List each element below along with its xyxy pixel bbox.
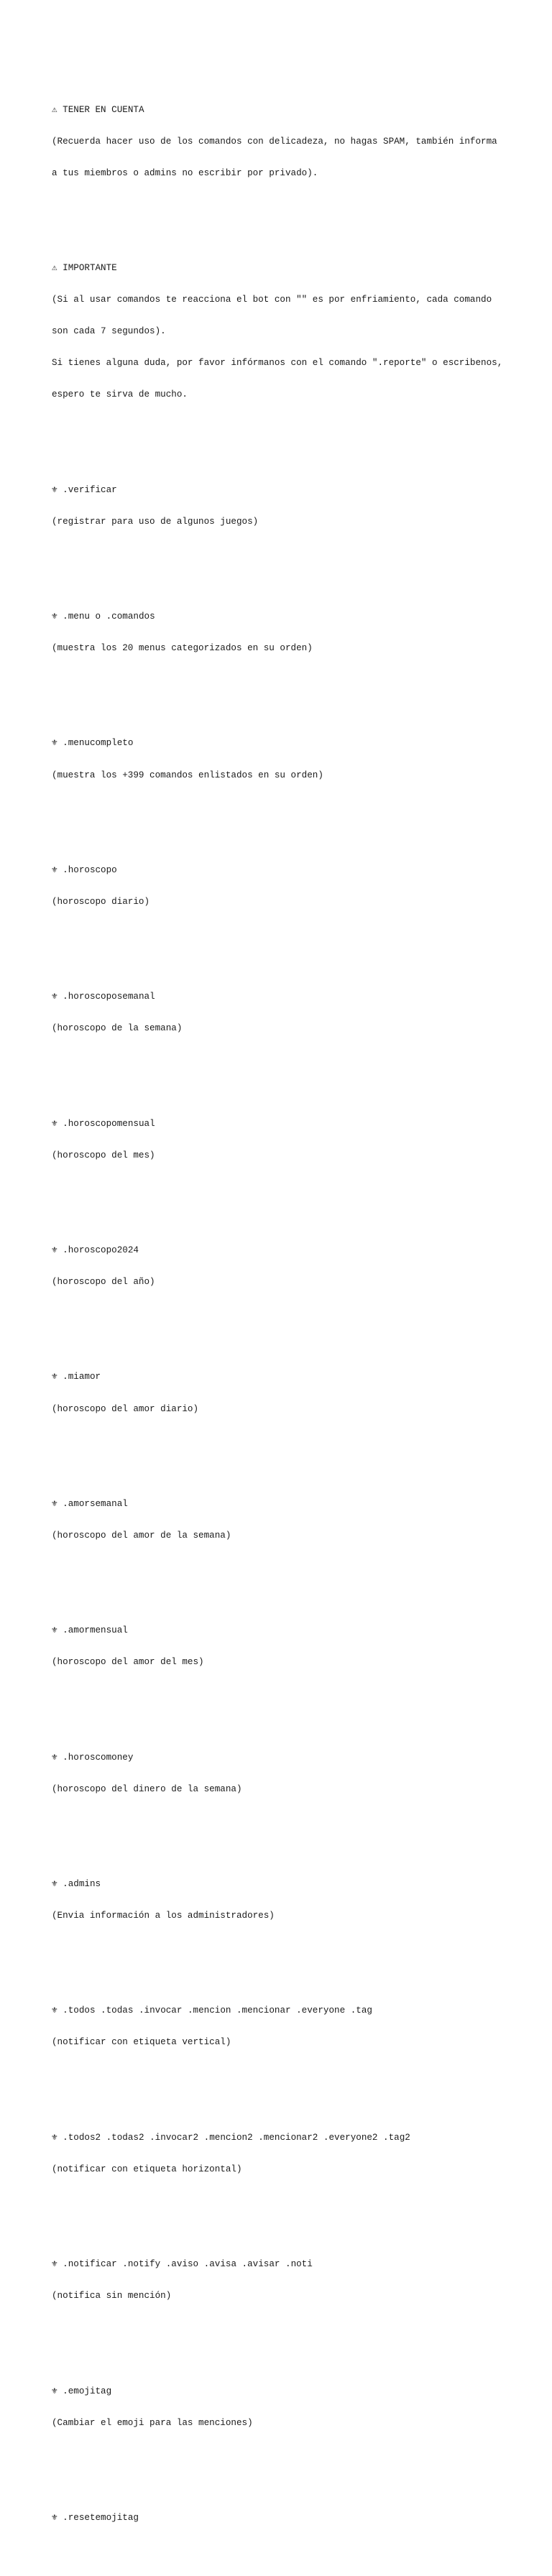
command-item (52, 2238, 526, 2323)
notice-title-line (52, 105, 526, 116)
command-description: (Cambiar el emoji para las menciones) (52, 2417, 253, 2428)
notice-title-line (52, 263, 526, 274)
command-description: (horoscopo del dinero de la semana) (52, 1783, 242, 1794)
fleur-de-lis-icon: ⚜ (52, 2132, 58, 2143)
fleur-de-lis-icon: ⚜ (52, 1625, 58, 1636)
command-item (52, 1605, 526, 1689)
command-item (52, 844, 526, 928)
command-item (52, 1477, 526, 1562)
command-name: .todos .todas .invocar .mencion .mencionar .everyone .tag (63, 2005, 372, 2016)
notice-tener-en-cuenta (52, 83, 526, 200)
command-description: (muestra los +399 comandos enlistados en su orden) (52, 770, 323, 780)
command-description: (Envia información a los administradores) (52, 1911, 275, 1921)
command-name: .miamor (63, 1372, 101, 1382)
command-description: (horoscopo del amor diario) (52, 1403, 199, 1414)
command-item (52, 1224, 526, 1309)
command-name: .horoscoposemanal (63, 992, 155, 1002)
document-body (52, 52, 526, 2576)
command-name: .todos2 .todas2 .invocar2 .mencion2 .mencionar2 .everyone2 .tag2 (63, 2132, 410, 2143)
fleur-de-lis-icon: ⚜ (52, 2005, 58, 2016)
notice-title: IMPORTANTE (63, 263, 117, 273)
warning-icon: ⚠ (52, 263, 58, 273)
command-name: .horoscopomensual (63, 1118, 155, 1129)
command-name: .notificar .notify .aviso .avisa .avisar .noti (63, 2259, 313, 2270)
notice-text-line: (Si al usar comandos te reacciona el bot con "" es por enfriamiento, cada comando (52, 295, 492, 305)
command-item (52, 591, 526, 675)
fleur-de-lis-icon: ⚜ (52, 1372, 58, 1382)
command-description: (horoscopo del amor del mes) (52, 1657, 204, 1668)
fleur-de-lis-icon: ⚜ (52, 864, 58, 875)
fleur-de-lis-icon: ⚜ (52, 2386, 58, 2396)
notice-text-line: espero te sirva de mucho. (52, 389, 188, 400)
command-description: (horoscopo del mes) (52, 1150, 155, 1160)
notice-text-line: (Recuerda hacer uso de los comandos con delicadeza, no hagas SPAM, también informa (52, 136, 497, 147)
command-description: (horoscopo diario) (52, 896, 150, 907)
command-name: .horoscopo (63, 864, 117, 875)
notice-text-line: Si tienes alguna duda, por favor infórmanos con el comando ".reporte" o escribenos, (52, 358, 503, 369)
fleur-de-lis-icon: ⚜ (52, 1118, 58, 1129)
command-name: .menucompleto (63, 738, 134, 749)
fleur-de-lis-icon: ⚜ (52, 484, 58, 495)
command-item (52, 1985, 526, 2069)
fleur-de-lis-icon: ⚜ (52, 1878, 58, 1889)
command-description: (notifica sin mención) (52, 2291, 172, 2302)
command-item (52, 1731, 526, 1816)
command-item (52, 2365, 526, 2450)
command-item (52, 2111, 526, 2196)
command-description: (muestra los 20 menus categorizados en su orden) (52, 643, 313, 654)
command-description: (horoscopo del año) (52, 1277, 155, 1288)
warning-icon: ⚠ (52, 104, 58, 115)
command-description: (horoscopo del amor de la semana) (52, 1530, 231, 1541)
fleur-de-lis-icon: ⚜ (52, 2259, 58, 2270)
fleur-de-lis-icon: ⚜ (52, 611, 58, 622)
command-name: .verificar (63, 484, 117, 495)
fleur-de-lis-icon: ⚜ (52, 2512, 58, 2523)
notice-title: TENER EN CUENTA (63, 104, 144, 115)
command-name: .amorsemanal (63, 1498, 128, 1509)
command-item (52, 971, 526, 1056)
fleur-de-lis-icon: ⚜ (52, 1498, 58, 1509)
command-description: (registrar para uso de algunos juegos) (52, 516, 259, 527)
notice-text-line: a tus miembros o admins no escribir por privado). (52, 167, 318, 178)
command-item (52, 463, 526, 548)
command-name: .horoscopo2024 (63, 1245, 139, 1256)
command-description: (horoscopo de la semana) (52, 1023, 183, 1034)
fleur-de-lis-icon: ⚜ (52, 1752, 58, 1763)
command-name: .resetemojitag (63, 2512, 139, 2523)
command-item (52, 1097, 526, 1182)
fleur-de-lis-icon: ⚜ (52, 738, 58, 749)
notice-text-line: son cada 7 segundos). (52, 326, 166, 337)
command-name: .admins (63, 1878, 101, 1889)
command-description: (notificar con etiqueta horizontal) (52, 2164, 242, 2174)
notice-importante (52, 242, 526, 422)
command-name: .menu o .comandos (63, 611, 155, 622)
command-name: .horoscomoney (63, 1752, 134, 1763)
command-item (52, 717, 526, 802)
fleur-de-lis-icon: ⚜ (52, 992, 58, 1002)
command-name: .emojitag (63, 2386, 112, 2396)
command-item (52, 1858, 526, 1943)
fleur-de-lis-icon: ⚜ (52, 1245, 58, 1256)
command-description: (notificar con etiqueta vertical) (52, 2037, 231, 2048)
command-item (52, 1351, 526, 1436)
command-item (52, 2492, 526, 2545)
command-name: .amormensual (63, 1625, 128, 1636)
